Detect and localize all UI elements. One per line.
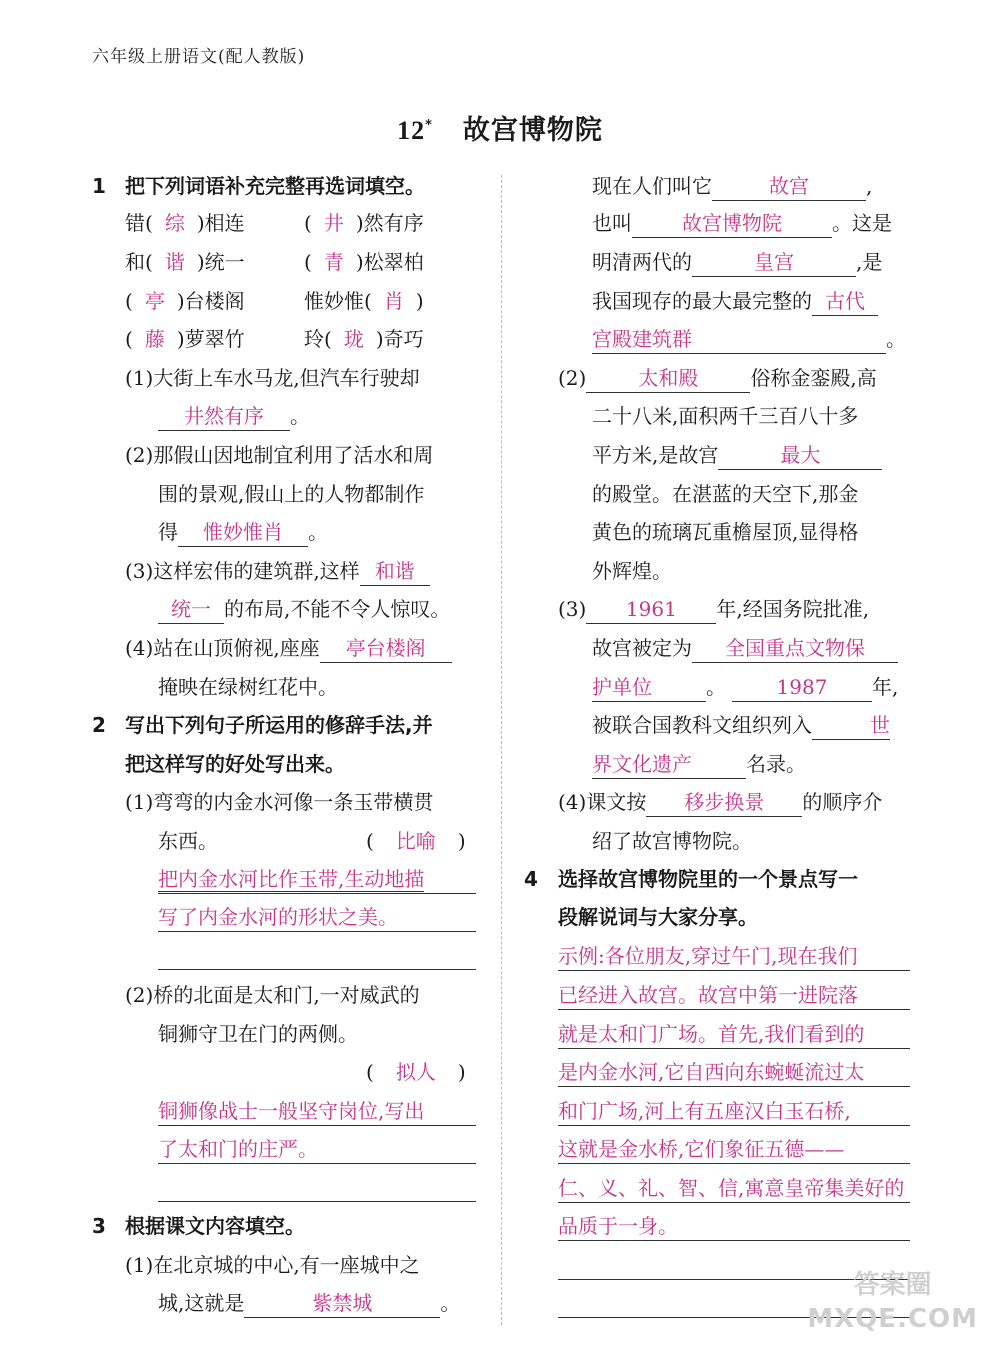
lesson-name: 故宫博物院 — [462, 115, 603, 146]
q1-word-7: ( 藤 )萝翠竹 — [125, 327, 245, 351]
q3-s2-line2: 二十八米,面积两千三百八十多 — [592, 404, 859, 428]
column-divider — [501, 175, 502, 1325]
q4-answer-line3: 就是太和门广场。首先,我们看到的 — [558, 1022, 865, 1046]
q3-s1-line3: 现在人们叫它 故宫 , — [592, 171, 872, 201]
q1-s1-text: (1)大街上车水马龙,但汽车行驶却 — [125, 366, 420, 390]
q2-s2-device: ( 拟人 ) — [366, 1060, 466, 1084]
q1-number: 1 — [92, 174, 106, 198]
q4-answer-line4: 是内金水河,它自西向东蜿蜒流过太 — [558, 1060, 865, 1084]
q3-s4-line2: 绍了故宫博物院。 — [592, 829, 752, 853]
q1-word-5: ( 亭 )台楼阁 — [125, 289, 245, 313]
q1-s4-line1: (4)站在山顶俯视,座座 亭台楼阁 — [125, 633, 452, 663]
q3-s2-line6: 外辉煌。 — [592, 559, 672, 583]
q3-s2-line5: 黄色的琉璃瓦重檐屋顶,显得格 — [592, 520, 859, 544]
q4-answer-line7: 仁、义、礼、智、信,寓意皇帝集美好的 — [558, 1176, 905, 1200]
q1-word-3: 和( 谐 )统一 — [125, 250, 245, 274]
q4-prompt-line2: 段解说词与大家分享。 — [558, 905, 758, 929]
q3-s2-line3: 平方米,是故宫 最大 — [592, 440, 882, 470]
q2-s2-answer-line1: 铜狮像战士一般坚守岗位,写出 — [158, 1099, 425, 1123]
q1-s4-line2: 掩映在绿树红花中。 — [158, 675, 338, 699]
q3-number: 3 — [92, 1214, 106, 1238]
q3-prompt: 根据课文内容填空。 — [125, 1214, 305, 1238]
q3-s2-line4: 的殿堂。在湛蓝的天空下,那金 — [592, 482, 859, 506]
q2-s2-line1: (2)桥的北面是太和门,一对威武的 — [125, 983, 420, 1007]
q3-s1-line5: 明清两代的 皇宫 ,是 — [592, 247, 882, 277]
lesson-star: * — [425, 118, 433, 133]
lesson-title — [0, 108, 1000, 147]
q2-s1-device: ( 比喻 ) — [366, 829, 466, 853]
q1-s2-line2: 围的景观,假山上的人物都制作 — [158, 482, 425, 506]
q1-word-8: 玲( 珑 )奇巧 — [304, 327, 424, 351]
q3-s1-line2: 城,这就是 紫禁城 。 — [158, 1288, 460, 1318]
q3-s3-line5: 界文化遗产 名录。 — [592, 749, 806, 779]
lesson-number: 12 — [397, 116, 426, 145]
q4-number: 4 — [524, 867, 538, 891]
q1-s1-answer: 井然有序 。 — [158, 401, 310, 431]
q3-s3-line3: 护单位 。 1987 年, — [592, 672, 898, 702]
q1-word-4: ( 青 )松翠柏 — [304, 250, 424, 274]
q3-s1-line1: (1)在北京城的中心,有一座城中之 — [125, 1253, 420, 1277]
q3-s4-line1: (4)课文按 移步换景 的顺序介 — [558, 787, 882, 817]
q1-s2-answer: 得 惟妙惟肖 。 — [158, 517, 328, 547]
q2-s1-answer-line2: 写了内金水河的形状之美。 — [158, 905, 398, 929]
q1-s3-line2: 统一 的布局,不能不令人惊叹。 — [158, 594, 450, 624]
watermark-logo-text: 答案圈 — [853, 1270, 932, 1300]
q3-s3-line2: 故宫被定为 全国重点文物保 — [592, 633, 898, 663]
q2-s2-line2: 铜狮守卫在门的两侧。 — [158, 1022, 358, 1046]
q3-s3-line4: 被联合国教科文组织列入 世 — [592, 710, 890, 740]
q1-s2-line1: (2)那假山因地制宜利用了活水和周 — [125, 443, 434, 467]
q4-answer-line8: 品质于一身。 — [558, 1214, 678, 1238]
q1-word-6: 惟妙惟( 肖 ) — [304, 289, 424, 313]
q4-answer-line5: 和门广场,河上有五座汉白玉石桥, — [558, 1099, 851, 1123]
q1-prompt: 把下列词语补充完整再选词填空。 — [125, 174, 425, 198]
watermark — [807, 1268, 978, 1336]
q1-word-1: 错( 综 )相连 — [125, 211, 245, 235]
page-header: 六年级上册语文(配人教版) — [92, 47, 306, 67]
q3-s2-line1: (2) 太和殿 俗称金銮殿,高 — [558, 363, 877, 393]
q4-answer-line6: 这就是金水桥,它们象征五德—— — [558, 1137, 845, 1161]
q2-s1-line2: 东西。 — [158, 829, 218, 853]
q2-s1-answer-line1: 把内金水河比作玉带,生动地描 — [158, 867, 425, 891]
q3-s1-line4: 也叫 故宫博物院 。这是 — [592, 208, 892, 238]
q2-s1-line1: (1)弯弯的内金水河像一条玉带横贯 — [125, 790, 434, 814]
q4-prompt-line1: 选择故宫博物院里的一个景点写一 — [558, 867, 858, 891]
q2-prompt-line1: 写出下列句子所运用的修辞手法,并 — [125, 713, 433, 737]
q2-prompt-line2: 把这样写的好处写出来。 — [125, 752, 345, 776]
q1-s3-line1: (3)这样宏伟的建筑群,这样 和谐 — [125, 556, 430, 586]
q3-s3-line1: (3) 1961 年,经国务院批准, — [558, 594, 869, 624]
q2-s2-answer-line2: 了太和门的庄严。 — [158, 1137, 318, 1161]
q2-number: 2 — [92, 713, 106, 737]
q4-answer-line1: 示例:各位朋友,穿过午门,现在我们 — [558, 944, 858, 968]
watermark-url: MXQE.COM — [807, 1304, 978, 1334]
q4-answer-line2: 已经进入故宫。故宫中第一进院落 — [558, 983, 858, 1007]
q3-s1-line7: 宫殿建筑群 。 — [592, 324, 906, 354]
q1-word-2: ( 井 )然有序 — [304, 211, 424, 235]
q3-s1-line6: 我国现存的最大最完整的 古代 — [592, 286, 878, 316]
